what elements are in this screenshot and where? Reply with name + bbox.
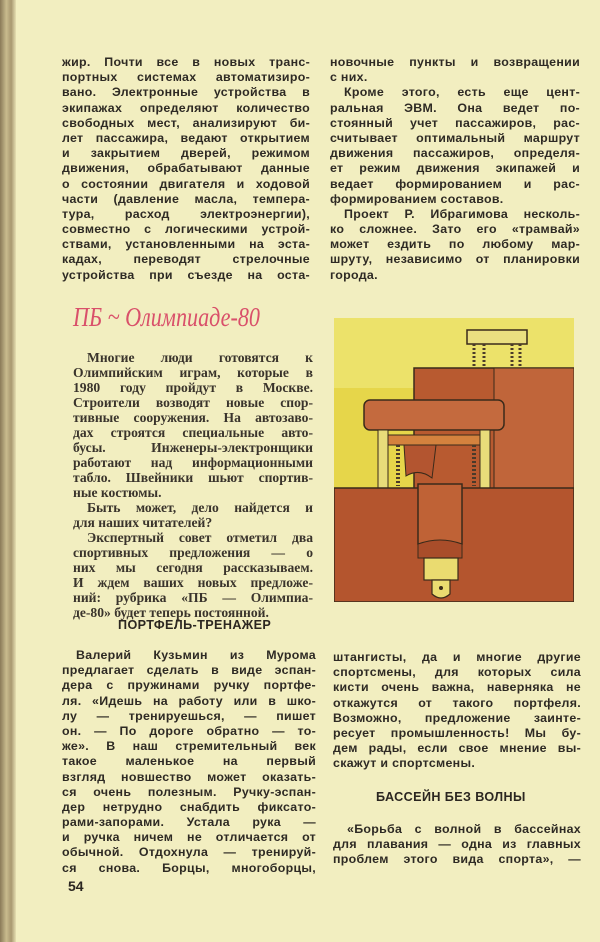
text-line: Быть может, дело найдется и — [87, 500, 313, 515]
text-line: с них. — [330, 70, 368, 85]
text-line: тура, расход электроэнергии), — [62, 206, 310, 221]
text-line: работают над информационными — [73, 455, 313, 470]
intro-text — [73, 350, 313, 620]
text-line: Строители возводят новые спор- — [73, 395, 313, 410]
article1-left-column — [62, 648, 316, 876]
text-line: экипажах определяют количество — [62, 100, 310, 115]
text-line: ет режим движения экипажей и — [330, 161, 580, 176]
text-line: такое маленькое на первый — [62, 754, 316, 769]
book-spine-edge — [0, 0, 16, 942]
text-line: «Борьба с волной в бассейнах — [347, 822, 581, 836]
text-line: ля. «Идешь на работу или в шко- — [62, 693, 316, 708]
top-right-column — [330, 55, 580, 283]
text-line: лет пассажира, ведают открытием — [62, 130, 310, 145]
text-line: ресует промышленность! Мы бу- — [333, 725, 581, 740]
article-title-pool-without-wave: БАССЕЙН БЕЗ ВОЛНЫ — [376, 790, 526, 804]
text-line: них мы сегодня рассказываем. — [73, 560, 313, 575]
text-line: ся очень полезным. Ручку-эспан- — [62, 784, 316, 799]
text-line: для наших читателей? — [73, 515, 213, 530]
text-line: бусы. Инженеры-электронщики — [73, 440, 313, 455]
page-number: 54 — [68, 878, 84, 894]
text-line: ствами, установленными на эста- — [62, 237, 310, 252]
section-title: ПБ ~ Олимпиаде-80 — [73, 302, 260, 332]
text-line: штангисты, да и многие другие — [333, 650, 581, 664]
text-line: ко сложнее. Зато его «трамвай» — [330, 222, 580, 237]
text-line: дер нетрудно снабдить фиксато- — [62, 799, 316, 814]
text-line: ральная ЭВМ. Она ведет по- — [330, 100, 580, 115]
text-line: Возможно, предложение заинте- — [333, 710, 581, 725]
article-title-portfolio-trainer: ПОРТФЕЛЬ-ТРЕНАЖЕР — [118, 618, 272, 632]
text-line: о состоянии двигателя и ходовой — [62, 176, 310, 191]
text-line: Экспертный совет отметил два — [87, 530, 313, 545]
text-line: части (давление масла, темпера- — [62, 191, 310, 206]
text-line: шруту, независимо от планировки — [330, 252, 580, 267]
text-line: откажутся от такого портфеля. — [333, 695, 581, 710]
text-line: лу — тренируешься, — пишет — [62, 708, 316, 723]
text-line: Кроме этого, есть еще цент- — [344, 85, 580, 100]
text-line: свободных мест, анализируют би- — [62, 115, 310, 130]
text-line: табло. Швейники шьют спортив- — [73, 470, 313, 485]
text-line: ные костюмы. — [73, 485, 162, 500]
text-line: движения, обрабатывают данные — [62, 161, 310, 176]
text-line: может ездить по любому мар- — [330, 237, 580, 252]
text-line: города. — [330, 267, 378, 282]
text-line: движения пассажиров, определя- — [330, 146, 580, 161]
text-line: вано. Электронные устройства в — [62, 85, 310, 100]
text-line: ся снова. Борцы, многоборцы, — [62, 860, 316, 875]
text-line: кисти очень важна, наверняка не — [333, 680, 581, 695]
text-line: новочные пункты и возвращении — [330, 55, 580, 69]
text-line: дера с пружинами ручку портфе- — [62, 678, 316, 693]
text-line: скажут и спортсмены. — [333, 756, 476, 771]
text-line: жир. Почти все в новых транс- — [62, 55, 310, 69]
article1-right-column — [333, 650, 581, 772]
text-line: спортсмены, для которых сила — [333, 665, 581, 680]
text-line: рами-запорами. Устала рука — — [62, 815, 316, 830]
text-line: он. — По дороге обратно — то- — [62, 723, 316, 738]
text-line: Проект Р. Ибрагимова несколь- — [344, 206, 580, 221]
text-line: портных системах автоматизиро- — [62, 70, 310, 85]
text-line: устройства при съезде на оста- — [62, 267, 310, 282]
text-line: дем рады, если свое мнение вы- — [333, 741, 581, 756]
text-line: тивные сооружения. На автозаво- — [73, 410, 313, 425]
text-line: стоянный учет пассажиров, рас- — [330, 115, 580, 130]
text-line: де-80» будет теперь постоянной. — [73, 605, 269, 620]
text-line: и закрытием дверей, режимом — [62, 146, 310, 161]
text-line: для плавания — одна из главных — [333, 837, 581, 852]
text-line: взгляд новшество может оказать- — [62, 769, 316, 784]
text-line: предлагает сделать в виде эспан- — [62, 663, 316, 678]
text-line: 1980 году пройдут в Москве. — [73, 380, 313, 395]
text-line: спортивных предложения — о — [73, 545, 313, 560]
text-line: Олимпийским играм, которые в — [73, 365, 313, 380]
text-line: совместно с логическими устрой- — [62, 222, 310, 237]
top-left-column — [62, 55, 310, 283]
text-line: проблем этого вида спорта», — — [333, 852, 581, 867]
text-line: и ручка ничем не отличается от — [62, 830, 316, 845]
text-line: И ждем ваших новых предложе- — [73, 575, 313, 590]
text-line: Валерий Кузьмин из Мурома — [76, 648, 316, 662]
text-line: ний: рубрика «ПБ — Олимпиа- — [73, 590, 313, 605]
text-line: же». В наш стремительный век — [62, 739, 316, 754]
text-line: кадах, переводят стрелочные — [62, 252, 310, 267]
text-line: считывает оптимальный маршрут — [330, 130, 580, 145]
text-line: обычной. Отдохнула — тренируй- — [62, 845, 316, 860]
text-line: Многие люди готовятся к — [87, 350, 313, 365]
text-line: дах строятся специальные авто- — [73, 425, 313, 440]
text-line: ведает формированием и рас- — [330, 176, 580, 191]
text-line: формированием составов. — [330, 191, 504, 206]
article2-text — [333, 822, 581, 868]
briefcase-expander-illustration — [334, 318, 574, 602]
